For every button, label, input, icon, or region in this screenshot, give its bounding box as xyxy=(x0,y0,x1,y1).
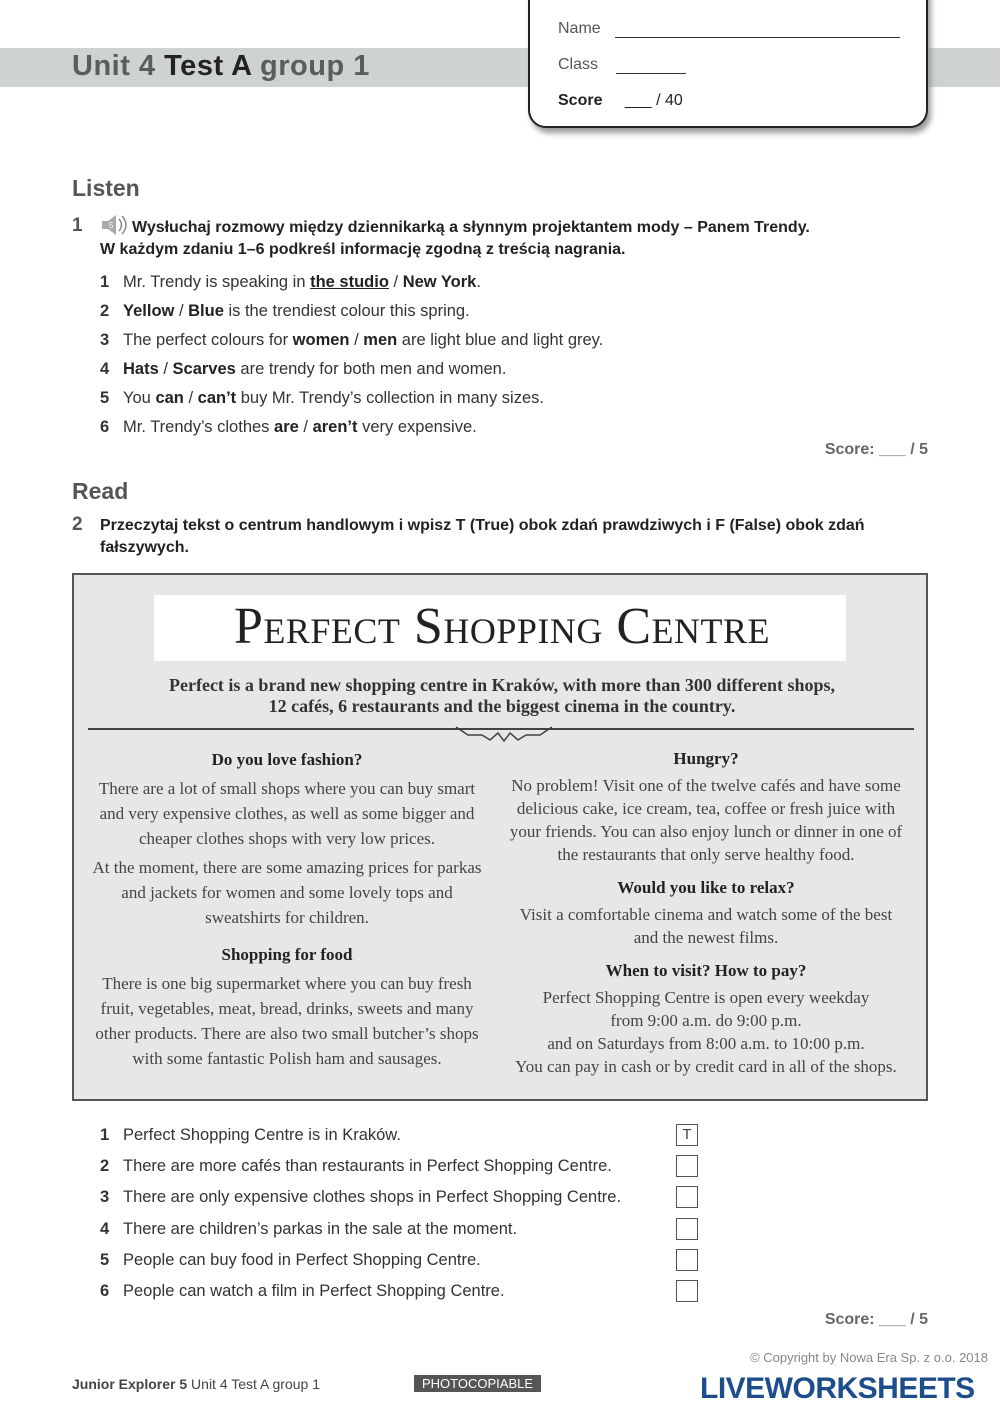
separator: / xyxy=(183,389,198,407)
option-a[interactable]: are xyxy=(274,418,299,436)
answer-box[interactable]: T xyxy=(676,1124,698,1146)
exercise-number: 1 xyxy=(72,215,83,236)
item-number: 2 xyxy=(100,302,110,320)
item-text: You xyxy=(123,389,156,407)
item-text: Mr. Trendy is speaking in xyxy=(123,273,311,291)
true-false-item xyxy=(100,1188,621,1207)
score-row xyxy=(558,92,683,110)
footer-credit xyxy=(72,1376,320,1392)
option-a[interactable]: Yellow xyxy=(123,302,175,320)
item-text: The perfect colours for xyxy=(123,331,293,349)
section-listen: Listen xyxy=(72,175,140,201)
article-intro xyxy=(134,675,870,717)
item-number: 6 xyxy=(100,1282,110,1300)
answer-box[interactable] xyxy=(676,1218,698,1240)
item-number: 6 xyxy=(100,418,110,436)
answer-box[interactable] xyxy=(676,1186,698,1208)
item-text: buy Mr. Trendy’s collection in many sizes. xyxy=(236,389,544,407)
item-text: Perfect Shopping Centre is in Kraków. xyxy=(123,1126,401,1144)
book-title: Junior Explorer 5 xyxy=(72,1376,188,1392)
name-label: Name xyxy=(558,20,601,37)
answer-box[interactable] xyxy=(676,1249,698,1271)
separator: / xyxy=(158,360,173,378)
answer-box[interactable] xyxy=(676,1280,698,1302)
item-text: People can buy food in Perfect Shopping Centre. xyxy=(123,1250,481,1269)
class-label: Class xyxy=(558,56,599,73)
separator: / xyxy=(349,331,364,349)
footer-unit: Unit 4 Test A group 1 xyxy=(187,1376,320,1392)
item-number: 5 xyxy=(100,389,110,407)
fashion-paragraph-1: There are a lot of small shops where you can buy smart and very expensive clothes, as well as some bigger and cheaper clothes shops with very low prices. xyxy=(98,779,476,848)
visit-line-2: from 9:00 a.m. do 9:00 p.m. xyxy=(610,1011,802,1030)
instruction-line-1: Wysłuchaj rozmowy między dziennikarką a słynnym projektantem mody – Panem Trendy. xyxy=(132,219,810,236)
column-left xyxy=(88,747,486,1075)
answer-box[interactable] xyxy=(676,1155,698,1177)
listen-item xyxy=(100,302,470,321)
listen-item xyxy=(100,418,477,437)
heading-food: Shopping for food xyxy=(221,945,353,964)
true-false-item xyxy=(100,1126,401,1145)
option-b[interactable]: Scarves xyxy=(172,360,236,378)
item-text: . xyxy=(476,273,481,291)
heading-hungry: Hungry? xyxy=(673,749,739,768)
true-false-item xyxy=(100,1282,505,1301)
name-row xyxy=(558,20,900,38)
read-score: Score: ___ / 5 xyxy=(824,1311,928,1328)
liveworksheets-logo: LIVEWORKSHEETS xyxy=(700,1372,975,1405)
visit-line-1: Perfect Shopping Centre is open every weekday xyxy=(542,988,870,1007)
hungry-paragraph: No problem! Visit one of the twelve cafés and have some delicious cake, ice cream, tea, coffee or fresh juice with your friends. You can also enjoy lunch or dinner in one of the restaurants that only serve healthy food. xyxy=(509,776,903,864)
separator: / xyxy=(174,302,189,320)
item-number: 3 xyxy=(100,1188,110,1207)
true-false-item xyxy=(100,1220,517,1239)
name-field[interactable] xyxy=(615,24,900,38)
item-text: There are children’s parkas in the sale at the moment. xyxy=(123,1219,518,1238)
listen-score: Score: ___ / 5 xyxy=(824,441,928,458)
option-b[interactable]: men xyxy=(363,331,398,349)
audio-speaker-icon[interactable] xyxy=(100,213,130,237)
item-text: There are more cafés than restaurants in Perfect Shopping Centre. xyxy=(123,1157,612,1176)
option-b[interactable]: aren’t xyxy=(312,418,358,436)
copyright: © Copyright by Nowa Era Sp. z o.o. 2018 xyxy=(750,1350,988,1365)
item-text: is the trendiest colour this spring. xyxy=(223,302,470,320)
item-text: are trendy for both men and women. xyxy=(235,360,507,378)
listen-item xyxy=(100,360,506,379)
photocopiable-badge: PHOTOCOPIABLE xyxy=(414,1375,541,1392)
heading-relax: Would you like to relax? xyxy=(617,878,795,897)
read-instruction: Przeczytaj tekst o centrum handlowym i wpisz T (True) obok zdań prawdziwych i F (False) obok zdań fałszywych. xyxy=(100,517,865,556)
title-unit: Unit 4 xyxy=(72,50,165,82)
article-box xyxy=(72,573,928,1101)
item-number: 4 xyxy=(100,1219,110,1238)
title-group: group 1 xyxy=(251,50,370,82)
ornament-icon xyxy=(454,725,554,749)
heading-visit: When to visit? How to pay? xyxy=(605,961,807,980)
option-a[interactable]: the studio xyxy=(310,273,389,291)
visit-line-4: You can pay in cash or by credit card in all of the shops. xyxy=(515,1057,897,1076)
intro-line-1: Perfect is a brand new shopping centre in Kraków, with more than 300 different shops, xyxy=(168,675,836,695)
relax-paragraph: Visit a comfortable cinema and watch some of the best and the newest films. xyxy=(519,905,893,947)
option-a[interactable]: Hats xyxy=(123,360,159,378)
heading-fashion: Do you love fashion? xyxy=(211,750,363,769)
separator: / xyxy=(388,273,403,291)
item-number: 4 xyxy=(100,360,110,378)
separator: / xyxy=(298,418,313,436)
student-info-box xyxy=(528,0,928,128)
listen-item xyxy=(100,331,603,350)
item-number: 2 xyxy=(100,1157,110,1176)
title-test: Test A xyxy=(164,50,252,82)
section-read: Read xyxy=(72,478,129,504)
intro-line-2: 12 cafés, 6 restaurants and the biggest cinema in the country. xyxy=(268,696,736,716)
food-paragraph: There is one big supermarket where you can buy fresh fruit, vegetables, meat, bread, drinks, sweets and many other products. There are also two small butcher’s shops with some fantastic Polish ham and sausages. xyxy=(95,974,479,1068)
item-number: 1 xyxy=(100,1126,110,1144)
item-number: 1 xyxy=(100,273,110,291)
exercise-number: 2 xyxy=(72,514,83,535)
option-b[interactable]: can’t xyxy=(197,389,237,407)
item-text: There are only expensive clothes shops in Perfect Shopping Centre. xyxy=(123,1188,622,1207)
option-a[interactable]: can xyxy=(155,389,184,407)
item-text: Mr. Trendy’s clothes xyxy=(123,418,275,436)
true-false-item xyxy=(100,1157,612,1176)
item-text: very expensive. xyxy=(357,418,477,436)
listen-item xyxy=(100,273,481,292)
column-right xyxy=(506,747,906,1078)
class-row xyxy=(558,56,686,74)
fashion-paragraph-2: At the moment, there are some amazing prices for parkas and jackets for women and some lovely tops and sweatshirts for children. xyxy=(92,858,482,927)
page-title xyxy=(72,50,370,83)
visit-line-3: and on Saturdays from 8:00 a.m. to 10:00 p.m. xyxy=(547,1034,865,1053)
item-text: are light blue and light grey. xyxy=(397,331,604,349)
item-text: People can watch a film in Perfect Shopping Centre. xyxy=(123,1282,505,1300)
score-label: Score xyxy=(558,92,603,109)
audio-track-number: 5 xyxy=(109,221,114,230)
option-b[interactable]: Blue xyxy=(188,302,224,320)
article-title: Perfect Shopping Centre xyxy=(233,598,771,655)
option-b[interactable]: New York xyxy=(402,273,477,291)
class-field[interactable] xyxy=(616,60,686,74)
total-score: ___ / 40 xyxy=(624,92,683,109)
true-false-item xyxy=(100,1251,481,1270)
item-number: 3 xyxy=(100,331,110,349)
option-a[interactable]: women xyxy=(292,331,350,349)
instruction-line-2: W każdym zdaniu 1–6 podkreśl informację zgodną z treścią nagrania. xyxy=(100,241,626,258)
item-number: 5 xyxy=(100,1250,110,1269)
listen-item xyxy=(100,389,544,408)
